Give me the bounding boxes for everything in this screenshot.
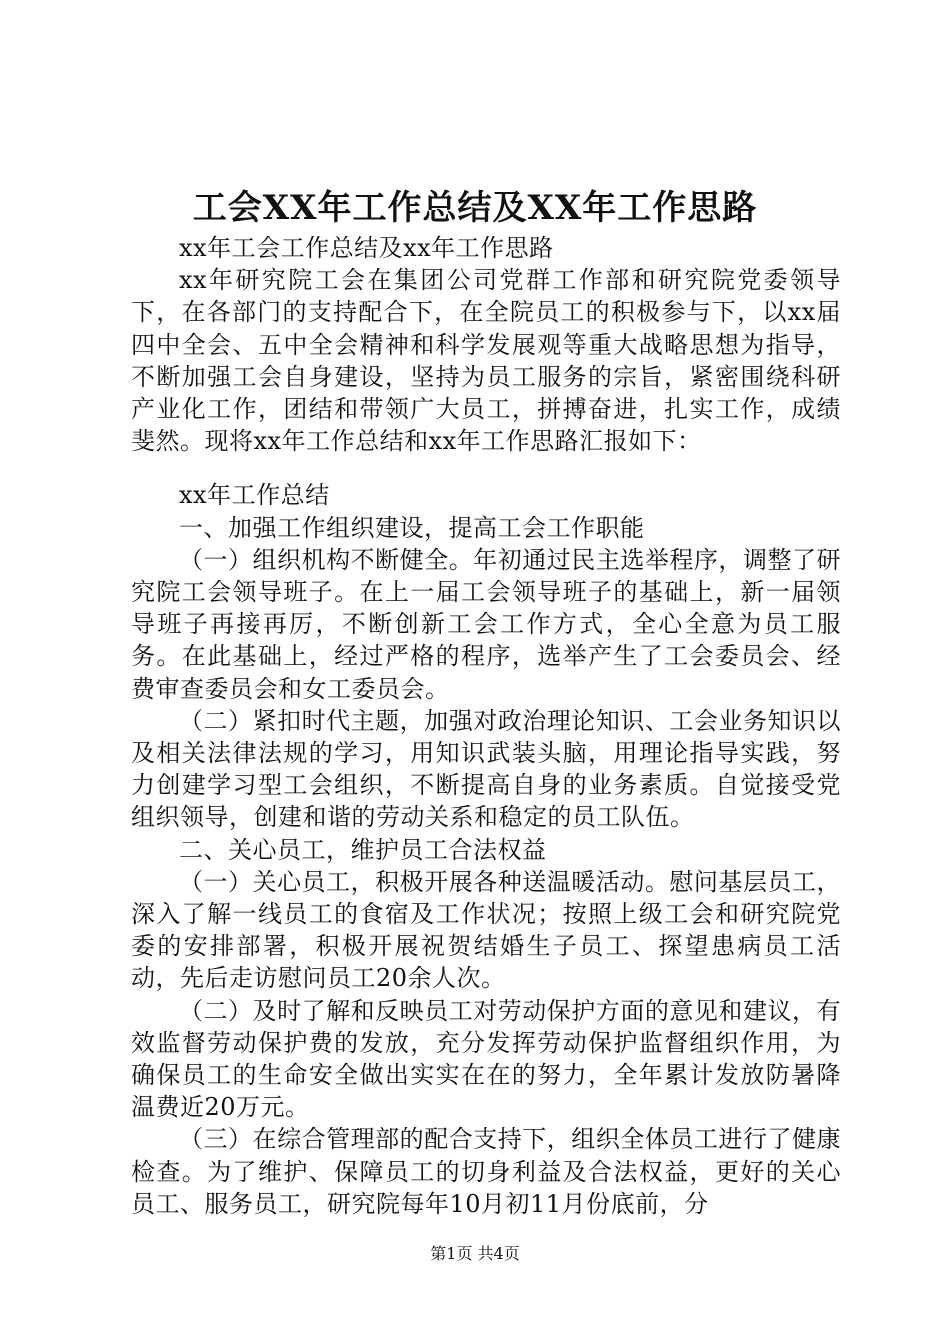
- page-footer: 第1页 共4页: [430, 1244, 520, 1263]
- body-paragraph: （二）紧扣时代主题，加强对政治理论知识、工会业务知识以及相关法律法规的学习，用知识武装头脑，用理论指导实践，努力创建学习型工会组织，不断提高自身的业务素质。自觉接受党组织领导，创建和谐的劳动关系和稳定的员工队伍。: [131, 706, 841, 832]
- body-paragraph: （三）在综合管理部的配合支持下，组织全体员工进行了健康检查。为了维护、保障员工的切身利益及合法权益，更好的关心员工、服务员工，研究院每年10月初11月份底前，分: [131, 1125, 841, 1218]
- document-body: [131, 232, 841, 1220]
- body-paragraph: （二）及时了解和反映员工对劳动保护方面的意见和建议，有效监督劳动保护费的发放，充分发挥劳动保护监督组织作用，为确保员工的生命安全做出实实在在的努力，全年累计发放防暑降温费近20万元。: [131, 996, 841, 1122]
- document-title: 工会XX年工作总结及XX年工作思路: [192, 188, 758, 228]
- section-heading-1: 一、加强工作组织建设，提高工会工作职能: [179, 513, 645, 542]
- intro-paragraph: xx年研究院工会在集团公司党群工作部和研究院党委领导下，在各部门的支持配合下，在全院员工的积极参与下，以xx届四中全会、五中全会精神和科学发展观等重大战略思想为指导，不断加强工会自身建设，坚持为员工服务的宗旨，紧密围绕科研产业化工作，团结和带领广大员工，拼搏奋进，扎实工作，成绩斐然。现将xx年工作总结和xx年工作思路汇报如下：: [131, 266, 841, 456]
- body-paragraph: （一）关心员工，积极开展各种送温暖活动。慰问基层员工，深入了解一线员工的食宿及工作状况；按照上级工会和研究院党委的安排部署，积极开展祝贺结婚生子员工、探望患病员工活动，先后走访慰问员工20余人次。: [131, 867, 841, 993]
- section-heading-summary: xx年工作总结: [179, 481, 330, 510]
- subtitle-paragraph: xx年工会工作总结及xx年工作思路: [179, 234, 554, 262]
- body-paragraph: （一）组织机构不断健全。年初通过民主选举程序，调整了研究院工会领导班子。在上一届工会领导班子的基础上，新一届领导班子再接再厉，不断创新工会工作方式，全心全意为员工服务。在此基础上，经过严格的程序，选举产生了工会委员会、经费审查委员会和女工委员会。: [131, 545, 841, 703]
- section-heading-2: 二、关心员工，维护员工合法权益: [179, 835, 547, 864]
